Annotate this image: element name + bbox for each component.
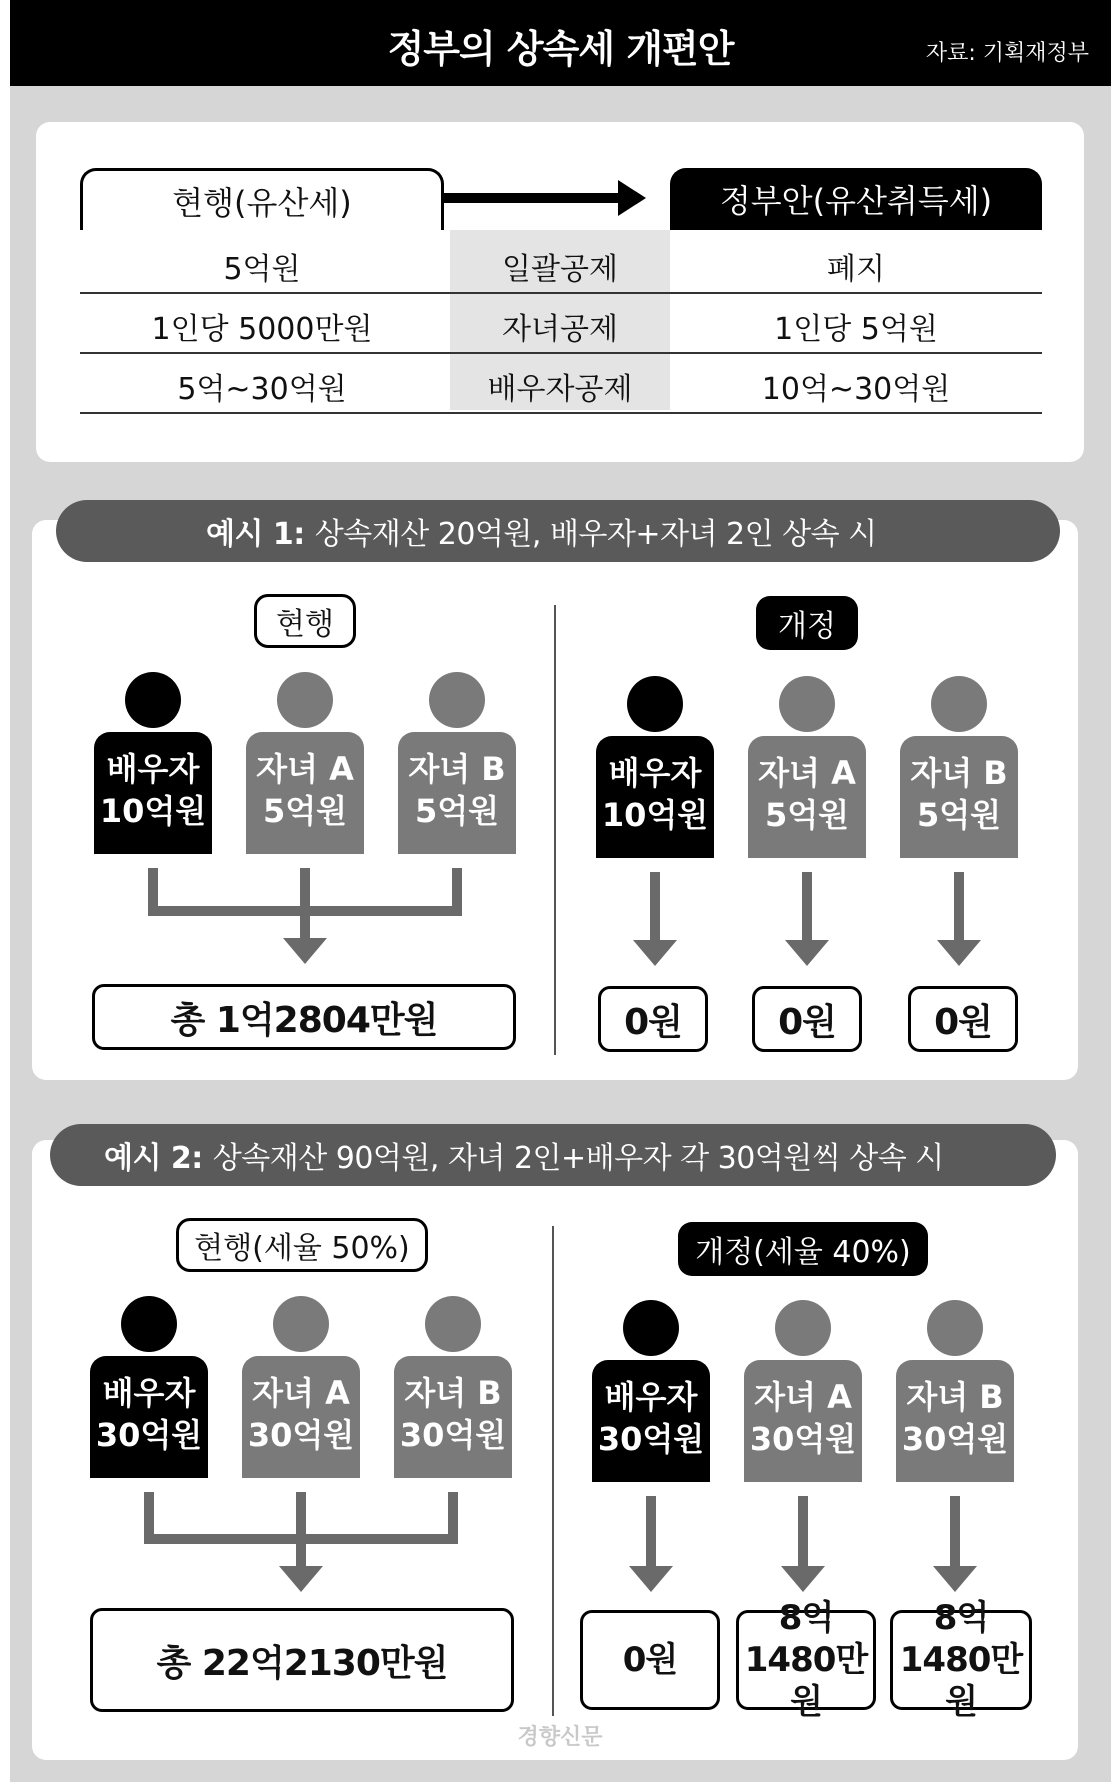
result-line1: 0원 <box>622 1640 678 1680</box>
table-row <box>80 292 1042 352</box>
arrow-down-icon <box>629 1566 673 1592</box>
arrow-shaft <box>444 193 619 203</box>
person-head-icon <box>931 676 987 732</box>
example1-label: 예시 1: <box>206 517 305 552</box>
person-name: 자녀 B <box>404 1374 502 1412</box>
example2-description: 상속재산 90억원, 자녀 2인+배우자 각 30억원씩 상속 시 <box>212 1141 944 1176</box>
deduction-item: 자녀공제 <box>502 312 618 347</box>
person-name: 배우자 <box>608 754 702 792</box>
example1-description: 상속재산 20억원, 배우자+자녀 2인 상속 시 <box>314 517 877 552</box>
example1-revised-result: 0원 <box>908 986 1018 1052</box>
deduction-item: 배우자공제 <box>487 372 633 407</box>
example2-revised-result <box>736 1598 876 1722</box>
gov-value: 10억~30억원 <box>761 372 951 407</box>
person-name: 자녀 A <box>754 1378 852 1416</box>
person-amount: 30억원 <box>901 1420 1009 1458</box>
watermark: 경향신문 <box>517 1725 603 1750</box>
example2-revised-result <box>890 1598 1032 1722</box>
example2-divider <box>552 1226 554 1716</box>
person-amount: 5억원 <box>764 796 850 834</box>
arrow-down-icon <box>633 940 677 966</box>
connector <box>148 906 462 916</box>
person-name: 자녀 B <box>910 754 1008 792</box>
connector <box>650 872 660 942</box>
person-head-icon <box>121 1296 177 1352</box>
person-amount: 5억원 <box>262 792 348 830</box>
person-name: 자녀 A <box>252 1374 350 1412</box>
person-head-icon <box>627 676 683 732</box>
connector <box>954 872 964 942</box>
arrow-down-icon <box>279 1566 323 1592</box>
arrow-down-icon <box>785 940 829 966</box>
person-amount: 5억원 <box>916 796 1002 834</box>
result-line1: 8억 <box>933 1598 989 1638</box>
person-amount: 30억원 <box>399 1416 507 1454</box>
example1-revised-result: 0원 <box>598 986 708 1052</box>
gov-value: 1인당 5억원 <box>774 312 938 347</box>
person-name: 자녀 A <box>758 754 856 792</box>
current-value: 5억원 <box>223 252 301 287</box>
person-amount: 30억원 <box>247 1416 355 1454</box>
government-plan-header: 정부안(유산취득세) <box>670 168 1042 230</box>
person-head-icon <box>429 672 485 728</box>
person-head-icon <box>775 1300 831 1356</box>
example1-title-bar <box>56 500 1060 562</box>
arrow-right-icon <box>618 180 646 216</box>
arrow-down-icon <box>937 940 981 966</box>
current-value: 5억~30억원 <box>177 372 347 407</box>
table-row <box>80 352 1042 412</box>
example1-revised-result: 0원 <box>752 986 862 1052</box>
arrow-down-icon <box>933 1566 977 1592</box>
person-name: 자녀 B <box>408 750 506 788</box>
person-name: 배우자 <box>106 750 200 788</box>
person-name: 자녀 A <box>256 750 354 788</box>
example2-title-bar <box>50 1124 1056 1186</box>
person-amount: 30억원 <box>95 1416 203 1454</box>
example2-revised-tag: 개정(세율 40%) <box>678 1222 928 1276</box>
result-line1: 8억 <box>778 1598 834 1638</box>
person-amount: 10억원 <box>99 792 207 830</box>
connector <box>144 1534 458 1544</box>
person-head-icon <box>623 1300 679 1356</box>
connector <box>802 872 812 942</box>
person-name: 배우자 <box>604 1378 698 1416</box>
page-title: 정부의 상속세 개편안 <box>387 27 734 71</box>
result-line2: 1480만원 <box>744 1640 868 1722</box>
person-head-icon <box>277 672 333 728</box>
person-amount: 10억원 <box>601 796 709 834</box>
gov-value: 폐지 <box>827 252 885 287</box>
current-system-header: 현행(유산세) <box>80 168 444 230</box>
connector <box>296 1492 306 1568</box>
person-head-icon <box>273 1296 329 1352</box>
arrow-down-icon <box>283 938 327 964</box>
person-name: 배우자 <box>102 1374 196 1412</box>
deduction-item: 일괄공제 <box>502 252 618 287</box>
person-head-icon <box>779 676 835 732</box>
connector <box>646 1496 656 1568</box>
example2-revised-result <box>580 1610 720 1710</box>
title-bar <box>10 0 1111 86</box>
table-row <box>80 232 1042 292</box>
example1-revised-tag: 개정 <box>756 596 858 650</box>
person-name: 자녀 B <box>906 1378 1004 1416</box>
row-divider <box>80 412 1042 414</box>
person-head-icon <box>425 1296 481 1352</box>
person-amount: 30억원 <box>749 1420 857 1458</box>
example1-current-tag: 현행 <box>254 594 356 648</box>
connector <box>798 1496 808 1568</box>
person-amount: 5억원 <box>414 792 500 830</box>
example2-label: 예시 2: <box>104 1141 203 1176</box>
connector <box>950 1496 960 1568</box>
person-head-icon <box>927 1300 983 1356</box>
example2-current-tag: 현행(세율 50%) <box>176 1218 428 1272</box>
person-amount: 30억원 <box>597 1420 705 1458</box>
current-value: 1인당 5000만원 <box>151 312 373 347</box>
example2-current-total: 총 22억2130만원 <box>90 1608 514 1712</box>
person-head-icon <box>125 672 181 728</box>
connector <box>300 868 310 940</box>
example1-current-total: 총 1억2804만원 <box>92 984 516 1050</box>
arrow-down-icon <box>781 1566 825 1592</box>
example1-divider <box>554 605 556 1055</box>
result-line2: 1480만원 <box>899 1640 1023 1722</box>
source-note: 자료: 기획재정부 <box>925 41 1089 66</box>
